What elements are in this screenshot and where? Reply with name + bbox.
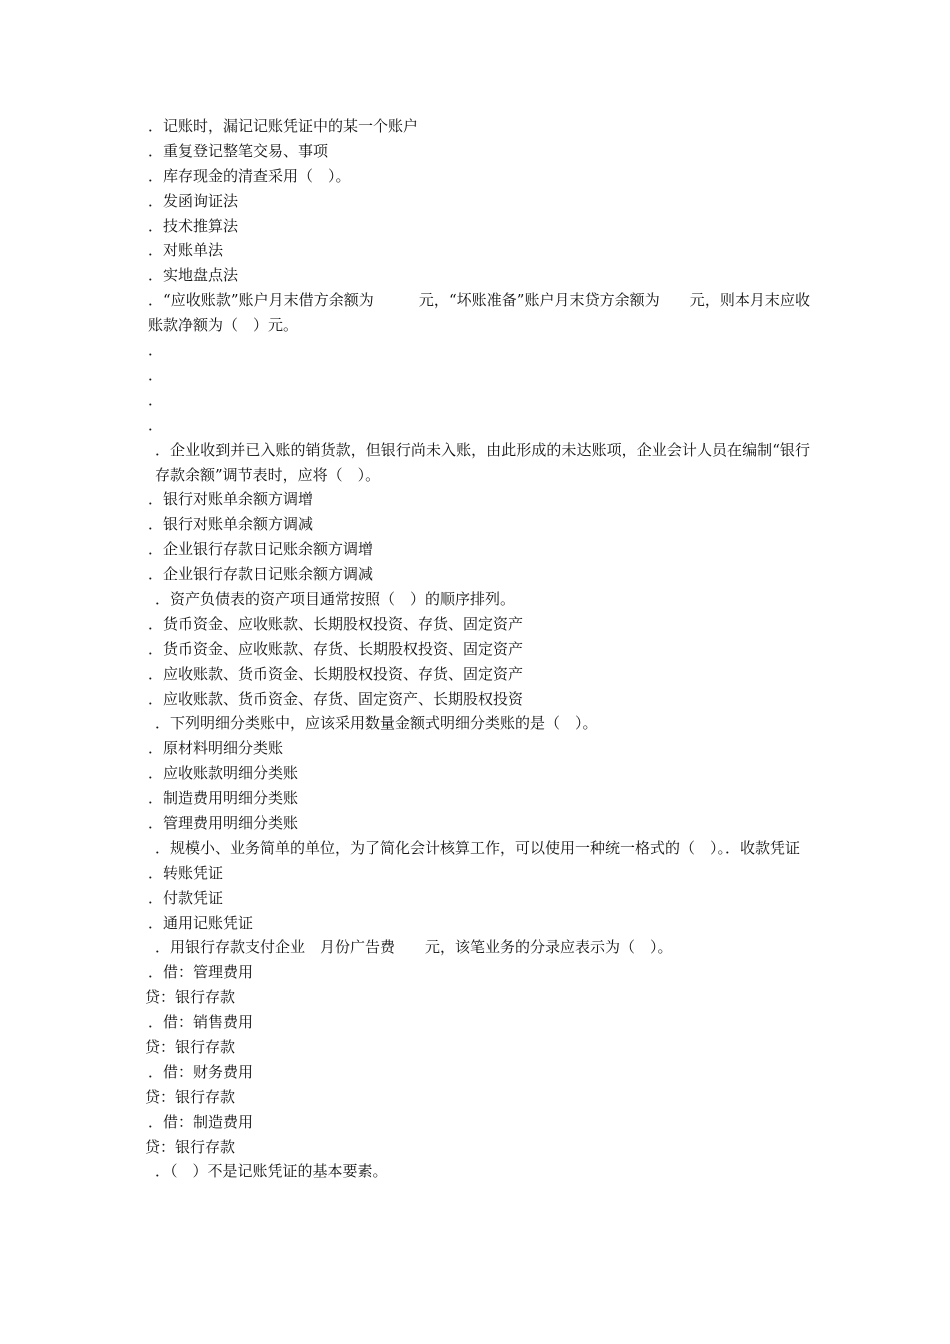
option-line: ．原材料明细分类账: [148, 739, 284, 758]
option-line: ．: [148, 415, 164, 434]
option-line: ．通用记账凭证: [148, 913, 254, 932]
option-line: ．管理费用明细分类账: [148, 814, 299, 832]
option-line: ．付款凭证: [148, 888, 224, 907]
option-line: ．实地盘点法: [148, 266, 239, 285]
option-line: ．重复登记整笔交易、事项: [148, 141, 329, 160]
question-line: ．下列明细分类账中，应该采用数量金额式明细分类账的是（ ）。: [155, 714, 598, 733]
question-line: ．用银行存款支付企业 月份广告费 元，该笔业务的分录应表示为（ ）。: [155, 938, 673, 957]
question-line: ．资产负债表的资产项目通常按照（ ）的顺序排列。: [155, 589, 516, 608]
option-line: ．企业银行存款日记账余额方调增: [148, 540, 374, 559]
option-line: ．货币资金、应收账款、长期股权投资、存货、固定资产: [148, 614, 524, 633]
option-continuation-line: 贷：银行存款: [145, 1137, 236, 1156]
option-continuation-line: 贷：银行存款: [145, 1087, 236, 1106]
option-line: ．技术推算法: [148, 216, 239, 235]
option-line: ．: [148, 390, 164, 409]
option-continuation-line: 贷：银行存款: [145, 1038, 236, 1057]
option-line: ．发函询证法: [148, 191, 239, 210]
option-line: ．记账时，漏记记账凭证中的某一个账户: [148, 117, 419, 135]
option-line: ．制造费用明细分类账: [148, 789, 299, 808]
option-line: ．: [148, 341, 164, 360]
option-line: ．借：财务费用: [148, 1062, 254, 1081]
option-line: ．借：销售费用: [148, 1013, 254, 1032]
option-line: ．借：制造费用: [148, 1112, 254, 1131]
option-continuation-line: 贷：银行存款: [145, 988, 236, 1007]
option-line: ．应收账款、货币资金、存货、固定资产、长期股权投资: [148, 689, 524, 708]
option-line: ．应收账款明细分类账: [148, 764, 299, 783]
question-line: ．规模小、业务简单的单位，为了简化会计核算工作，可以使用一种统一格式的（ ）。．收款凭证: [155, 838, 801, 857]
option-line: ．企业银行存款日记账余额方调减: [148, 565, 374, 584]
option-line: ．对账单法: [148, 241, 224, 260]
option-line: ．借：管理费用: [148, 963, 254, 982]
option-line: ．银行对账单余额方调增: [148, 490, 314, 509]
question-line: ．（ ）不是记账凭证的基本要素。: [155, 1162, 388, 1181]
option-line: ．转账凭证: [148, 863, 224, 882]
option-line: ．: [148, 365, 164, 384]
question-line: ．“应收账款”账户月末借方余额为 元，“坏账准备”账户月末贷方余额为 元，则本月末应收账款净额为（ ）元。: [148, 291, 810, 335]
document-body: [145, 114, 810, 1184]
option-line: ．应收账款、货币资金、长期股权投资、存货、固定资产: [148, 664, 524, 683]
question-line: ．企业收到并已入账的销货款，但银行尚未入账，由此形成的未达账项，企业会计人员在编制“银行存款余额”调节表时，应将（ ）。: [155, 440, 810, 484]
option-line: ．银行对账单余额方调减: [148, 515, 314, 534]
option-line: ．货币资金、应收账款、存货、长期股权投资、固定资产: [148, 639, 524, 658]
question-line: ．库存现金的清查采用（ ）。: [148, 166, 351, 185]
